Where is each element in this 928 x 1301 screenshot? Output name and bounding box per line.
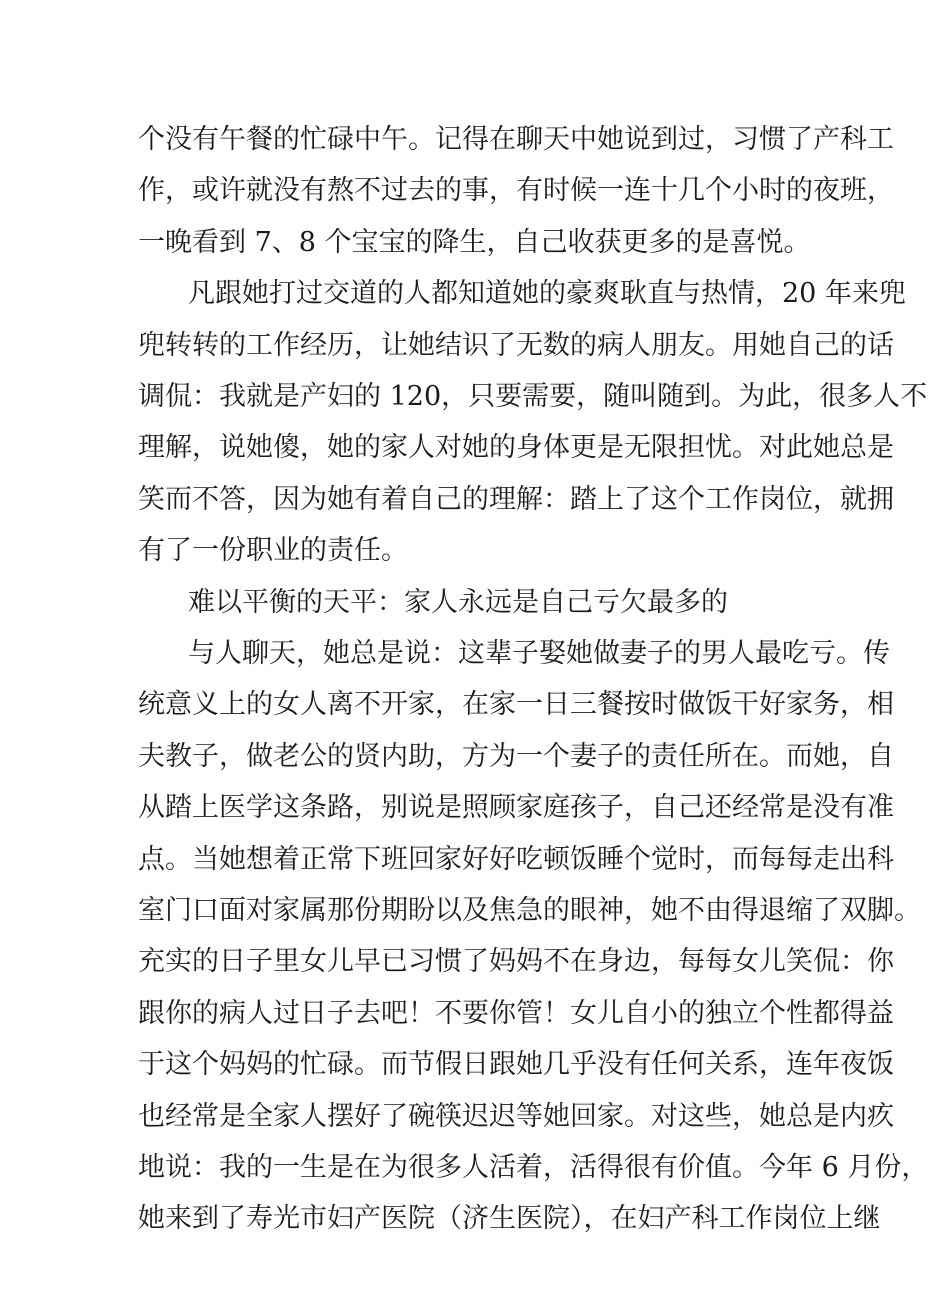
text-line: 难以平衡的天平：家人永远是自己亏欠最多的 (188, 586, 728, 618)
text-line: 兜转转的工作经历，让她结识了无数的病人朋友。用她自己的话 (138, 329, 894, 361)
text-line: 凡跟她打过交道的人都知道她的豪爽耿直与热情，20 年来兜 (188, 278, 906, 310)
text-line: 有了一份职业的责任。 (138, 535, 408, 567)
text-line: 充实的日子里女儿早已习惯了妈妈不在身边，每每女儿笑侃：你 (138, 946, 894, 978)
text-line: 于这个妈妈的忙碌。而节假日跟她几乎没有任何关系，连年夜饭 (138, 1049, 894, 1081)
text-line: 点。当她想着正常下班回家好好吃顿饭睡个觉时，而每每走出科 (138, 843, 894, 875)
text-line: 笑而不答，因为她有着自己的理解：踏上了这个工作岗位，就拥 (138, 483, 894, 515)
text-line: 跟你的病人过日子去吧！不要你管！女儿自小的独立个性都得益 (138, 997, 894, 1029)
text-line: 也经常是全家人摆好了碗筷迟迟等她回家。对这些，她总是内疚 (138, 1100, 894, 1132)
text-line: 地说：我的一生是在为很多人活着，活得很有价值。今年 6 月份， (138, 1152, 928, 1183)
text-line: 她来到了寿光市妇产医院（济生医院），在妇产科工作岗位上继 (138, 1203, 881, 1235)
text-line: 夫教子，做老公的贤内助，方为一个妻子的责任所在。而她，自 (138, 740, 894, 772)
text-line: 理解，说她傻，她的家人对她的身体更是无限担忧。对此她总是 (138, 432, 894, 464)
text-line: 一晚看到 7、8 个宝宝的降生，自己收获更多的是喜悦。 (138, 226, 811, 258)
text-line: 调侃：我就是产妇的 120，只要需要，随叫随到。为此，很多人不 (138, 381, 928, 412)
text-line: 与人聊天，她总是说：这辈子娶她做妻子的男人最吃亏。传 (188, 638, 890, 669)
text-line: 室门口面对家属那份期盼以及焦急的眼神，她不由得退缩了双脚。 (138, 895, 921, 926)
text-line: 作，或许就没有熬不过去的事，有时候一连十几个小时的夜班， (138, 175, 894, 207)
text-line: 从踏上医学这条路，别说是照顾家庭孩子，自己还经常是没有准 (138, 792, 894, 824)
text-line: 个没有午餐的忙碌中午。记得在聊天中她说到过，习惯了产科工 (138, 124, 894, 155)
text-line: 统意义上的女人离不开家，在家一日三餐按时做饭干好家务，相 (138, 689, 894, 721)
